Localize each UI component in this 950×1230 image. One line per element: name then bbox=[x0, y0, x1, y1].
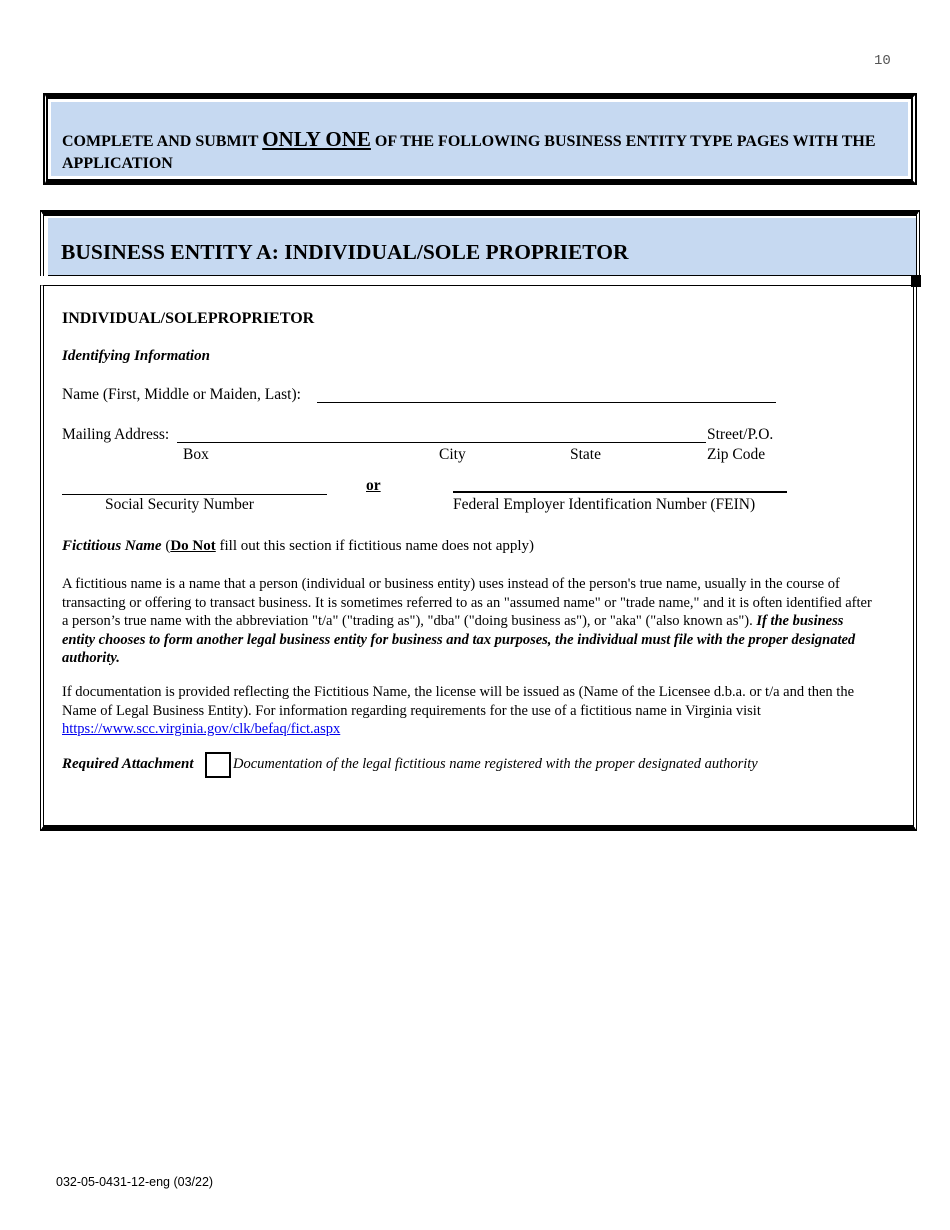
instruction-prefix: COMPLETE AND SUBMIT bbox=[62, 133, 263, 150]
fictitious-name-heading: Fictitious Name bbox=[62, 538, 162, 554]
fein-label: Federal Employer Identification Number (FEIN) bbox=[453, 496, 756, 513]
form-code: 032-05-0431-12-eng (03/22) bbox=[56, 1175, 214, 1189]
form-body bbox=[40, 285, 917, 831]
fictitious-definition-text: A fictitious name is a name that a person (individual or business entity) uses instead of the person's true name, usually in the course of transacting or offering to transact business. It is sometimes referred to as an "assumed name" or "trade name," and it is often identified after a person’s true name with the abbreviation "t/a" ("trading as"), "dba" ("doing business as"), or "aka" ("also known as"). bbox=[62, 576, 872, 629]
mailing-address-label: Mailing Address: bbox=[62, 426, 170, 443]
zip-code-label: Zip Code bbox=[707, 446, 766, 463]
virginia-scc-link[interactable]: https://www.scc.virginia.gov/clk/befaq/fict.aspx bbox=[62, 721, 341, 737]
name-label: Name (First, Middle or Maiden, Last): bbox=[62, 386, 301, 403]
section-title: BUSINESS ENTITY A: INDIVIDUAL/SOLE PROPRIETOR bbox=[48, 218, 916, 276]
form-subheading: INDIVIDUAL/SOLEPROPRIETOR bbox=[62, 310, 315, 327]
instruction-text bbox=[51, 102, 908, 176]
street-po-label: Street/P.O. bbox=[707, 426, 774, 443]
fictitious-open-paren: ( bbox=[161, 538, 171, 554]
instruction-suffix: OF THE FOLLOWING BUSINESS ENTITY TYPE PAGES WITH THE APPLICATION bbox=[62, 133, 876, 172]
identifying-heading: Identifying Information bbox=[62, 348, 210, 364]
fein-field[interactable] bbox=[453, 491, 787, 493]
fictitious-instruction: fill out this section if fictitious name does not apply) bbox=[215, 538, 535, 554]
or-separator: or bbox=[366, 477, 381, 494]
state-label: State bbox=[570, 446, 601, 463]
fictitious-documentation-paragraph bbox=[62, 683, 874, 739]
page-number: 10 bbox=[874, 53, 891, 69]
do-not-emphasis: Do Not bbox=[170, 538, 216, 554]
ssn-label: Social Security Number bbox=[105, 496, 254, 513]
required-attachment-label: Required Attachment bbox=[62, 756, 194, 772]
attachment-description: Documentation of the legal fictitious name registered with the proper designated authority bbox=[233, 756, 758, 772]
section-header bbox=[40, 210, 920, 276]
fictitious-definition-paragraph bbox=[62, 575, 874, 668]
fictitious-definition-warning: If the business entity chooses to form another legal business entity for business and tax purposes, the individual must file with the proper designated authority. bbox=[62, 613, 856, 666]
fictitious-name-heading-row bbox=[62, 538, 534, 555]
instruction-banner bbox=[43, 93, 917, 185]
attachment-checkbox[interactable] bbox=[205, 752, 231, 778]
ssn-field[interactable] bbox=[62, 494, 327, 495]
fictitious-documentation-text: If documentation is provided reflecting the Fictitious Name, the license will be issued as (Name of the Licensee d.b.a. or t/a and then the Name of Legal Business Entity). For information regarding requirements for the use of a fictitious name in Virginia visit bbox=[62, 684, 855, 719]
mailing-address-field[interactable] bbox=[177, 442, 706, 443]
box-label: Box bbox=[183, 446, 209, 463]
name-field[interactable] bbox=[317, 402, 776, 403]
instruction-emphasis: ONLY ONE bbox=[262, 127, 371, 151]
city-label: City bbox=[439, 446, 466, 463]
